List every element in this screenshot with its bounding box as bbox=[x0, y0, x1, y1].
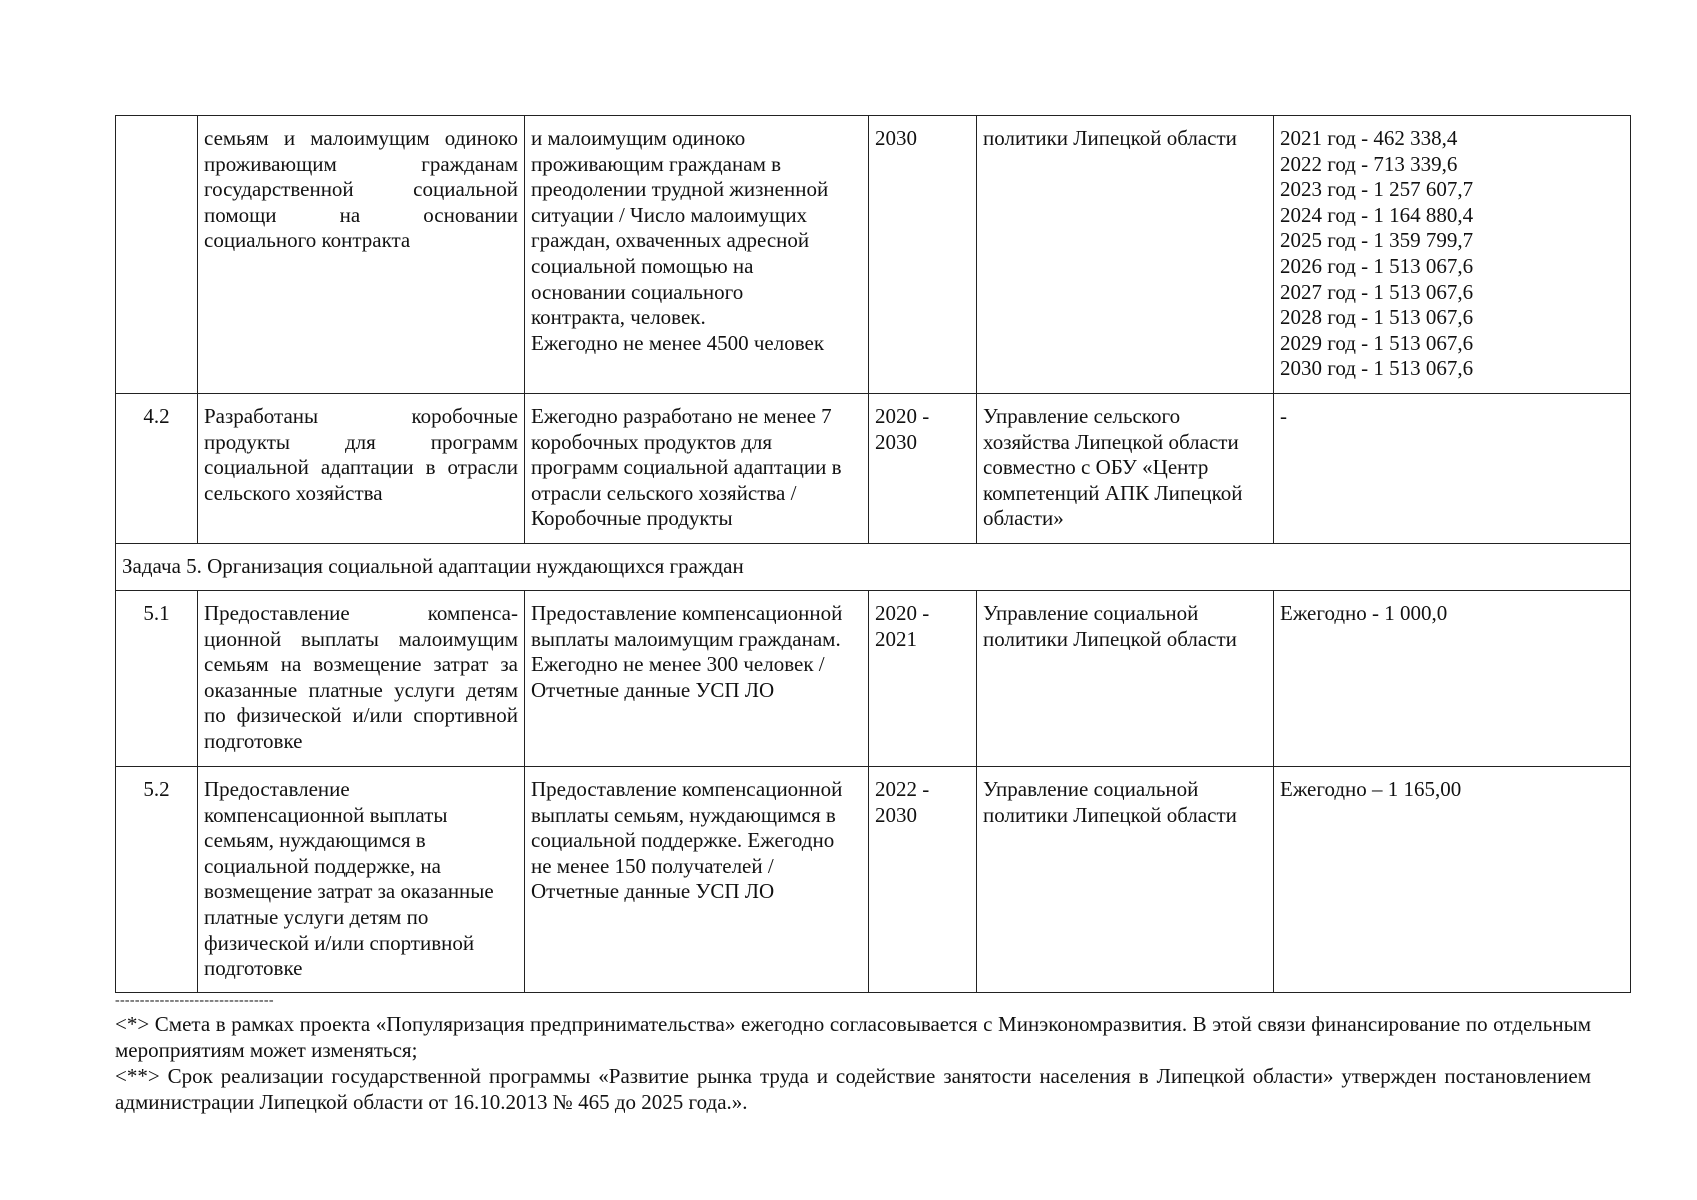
event-cell: семьям и малоимущим одиноко проживающим гражданам государственной социальной помощи на основании социального контракта bbox=[198, 116, 525, 394]
row-number-cell: 4.2 bbox=[116, 394, 198, 544]
event-cell: Предоставление компенсационной выплаты семьям, нуждающимся в социальной поддержке, на возмещение затрат за оказанные платные услуги детям по физической и/или спортивной подготовке bbox=[198, 767, 525, 993]
row-number-cell: 5.1 bbox=[116, 591, 198, 767]
footnote-1: <*> Смета в рамках проекта «Популяризация предпринимательства» ежегодно согласовывается с Минэкономразвития. В этой связи финансирование по отдельным мероприятиям может изменяться; bbox=[115, 1012, 1591, 1062]
result-cell: и малоимущим одиноко проживающим гражданам в преодолении трудной жизненной ситуации / Число малоимущих граждан, охваченных адресной социальной помощью на основании социального контракта, человек. Ежегодно не менее 4500 человек bbox=[525, 116, 869, 394]
table-row bbox=[116, 591, 1631, 767]
table-row bbox=[116, 116, 1631, 394]
result-cell: Предоставление компенсационной выплаты малоимущим гражданам. Ежегодно не менее 300 человек / Отчетные данные УСП ЛО bbox=[525, 591, 869, 767]
executor-cell: Управление социальной политики Липецкой области bbox=[977, 591, 1274, 767]
task-heading: Задача 5. Организация социальной адаптации нуждающихся граждан bbox=[116, 544, 1631, 591]
funding-cell: 2021 год - 462 338,4 2022 год - 713 339,6 2023 год - 1 257 607,7 2024 год - 1 164 880,4 2025 год - 1 359 799,7 2026 год - 1 513 067,6 2027 год - 1 513 067,6 2028 год - 1 513 067,6 2029 год - 1 513 067,6 2030 год - 1 513 067,6 bbox=[1274, 116, 1631, 394]
table-row bbox=[116, 767, 1631, 993]
funding-cell: Ежегодно - 1 000,0 bbox=[1274, 591, 1631, 767]
footnote-2: <**> Срок реализации государственной программы «Развитие рынка труда и содействие занятости населения в Липецкой области» утвержден постановлением администрации Липецкой области от 16.10.2013 № 465 до 2025 года.». bbox=[115, 1064, 1591, 1114]
funding-cell: Ежегодно – 1 165,00 bbox=[1274, 767, 1631, 993]
funding-cell: - bbox=[1274, 394, 1631, 544]
footnote-separator: -------------------------------- bbox=[115, 993, 274, 1008]
event-cell: Предоставление компенса-ционной выплаты малоимущим семьям на возмещение затрат за оказанные платные услуги детям по физической и/или спортивной подготовке bbox=[198, 591, 525, 767]
period-cell: 2022 - 2030 bbox=[869, 767, 977, 993]
executor-cell: Управление социальной политики Липецкой области bbox=[977, 767, 1274, 993]
executor-cell: Управление сельского хозяйства Липецкой области совместно с ОБУ «Центр компетенций АПК Липецкой области» bbox=[977, 394, 1274, 544]
period-cell: 2020 - 2030 bbox=[869, 394, 977, 544]
row-number-cell: 5.2 bbox=[116, 767, 198, 993]
event-cell: Разработаны коробочные продукты для программ социальной адаптации в отрасли сельского хозяйства bbox=[198, 394, 525, 544]
executor-cell: политики Липецкой области bbox=[977, 116, 1274, 394]
task-heading-row bbox=[116, 544, 1631, 591]
table-row bbox=[116, 394, 1631, 544]
period-cell: 2030 bbox=[869, 116, 977, 394]
program-events-table bbox=[115, 115, 1631, 993]
result-cell: Предоставление компенсационной выплаты семьям, нуждающимся в социальной поддержке. Ежегодно не менее 150 получателей / Отчетные данные УСП ЛО bbox=[525, 767, 869, 993]
result-cell: Ежегодно разработано не менее 7 коробочных продуктов для программ социальной адаптации в отрасли сельского хозяйства / Коробочные продукты bbox=[525, 394, 869, 544]
row-number-cell bbox=[116, 116, 198, 394]
footnotes bbox=[115, 993, 1591, 1115]
period-cell: 2020 - 2021 bbox=[869, 591, 977, 767]
